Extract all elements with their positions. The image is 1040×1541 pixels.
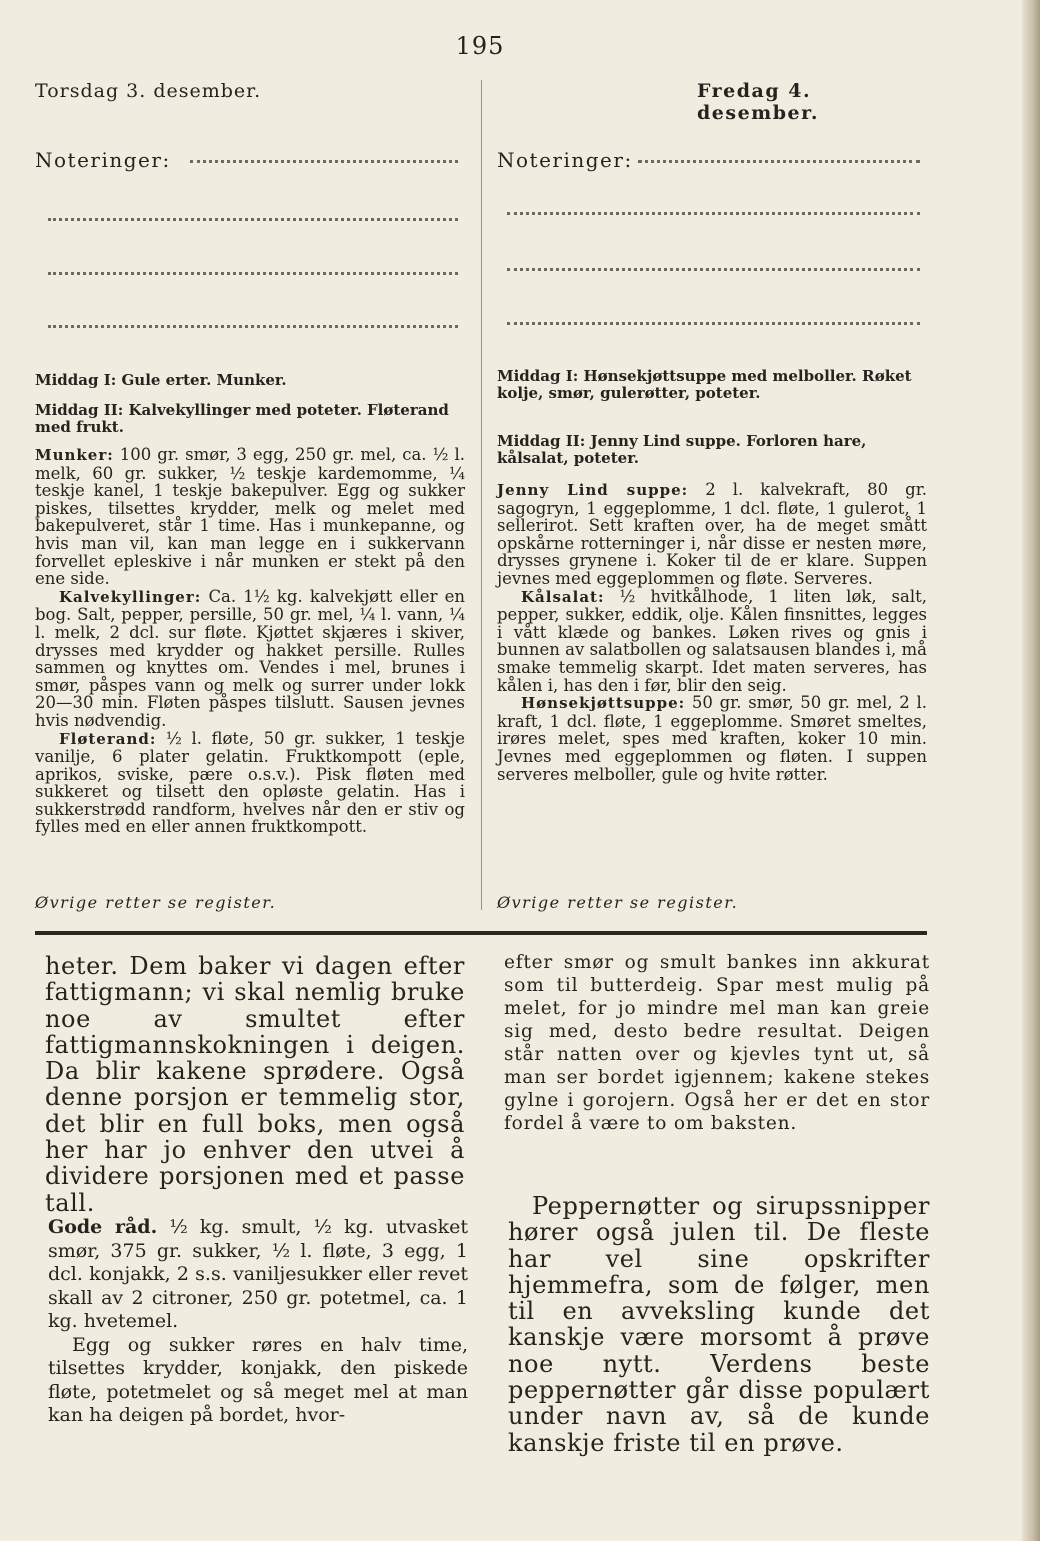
recipe-honsekjottsuppe xyxy=(497,694,927,783)
right-other-dishes: Øvrige retter se register. xyxy=(497,893,739,912)
left-notes-line-2 xyxy=(48,218,458,221)
left-notes-line-1 xyxy=(190,160,458,163)
gode-raad-title: Gode råd. xyxy=(48,1216,158,1238)
right-menu-2: Middag II: Jenny Lind suppe. Forloren hare, kålsalat, poteter. xyxy=(497,432,867,467)
right-notes-line-2 xyxy=(507,212,920,215)
page-number: 195 xyxy=(455,32,505,60)
right-menu-1: Middag I: Hønsekjøttsuppe med melboller. Røket kolje, smør, gulerøtter, poteter. xyxy=(497,367,912,402)
recipe-text: ½ hvitkålhode, 1 liten løk, salt, pepper, sukker, eddik, olje. Kålen finsnittes, legges i vått klæde og bankes. Løken rives og gnis i bunnen av salatbollen og salatsausen blandes i, må smake temmelig skarpt. Idet maten serveres, has kålen i, has den i før, blir den seig. xyxy=(497,586,927,695)
recipe-text: ½ l. fløte, 50 gr. sukker, 1 teskje vanilje, 6 plater gelatin. Fruktkompott (eple, aprikos, sviske, pære o.s.v.). Pisk fløten med sukkeret og tilsett den opløste gelatin. Has i sukkerstrødd randform, hvelves når den er stiv og fylles med en eller annen fruktkompott. xyxy=(35,728,465,837)
recipe-name: Fløterand: xyxy=(59,729,157,748)
recipe-kalsalat xyxy=(497,588,927,695)
recipe-name: Kålsalat: xyxy=(521,587,605,606)
left-recipes xyxy=(35,446,465,836)
column-divider xyxy=(481,80,482,910)
left-notes-line-3 xyxy=(48,272,458,275)
bottom-right-text-1: efter smør og smult bankes inn akkurat som til butterdeig. Spar mest mulig på melet, for jo mindre mel man kan greie sig med, desto bedre resultat. Deigen står natten over og kjevles tynt ut, så man ser bordet igjennem; kakene stekes gylne i gorojern. Også her er det en stor fordel å være to om baksten. xyxy=(504,952,930,1134)
gode-raad-method: Egg og sukker røres en halv time, tilsettes krydder, konjakk, den piskede fløte, potetmelet og så meget mel at man kan ha deigen på bordet, hvor- xyxy=(48,1333,468,1426)
bottom-left-text: heter. Dem baker vi dagen efter fattigmann; vi skal nemlig bruke noe av smultet efter fattigmannskokningen i deigen. Da blir kakene sprødere. Også denne porsjon er temmelig stor, det blir en full boks, men også her har jo enhver den utvei å dividere porsjonen med et passe tall. xyxy=(45,952,465,1217)
left-menu-1: Middag I: Gule erter. Munker. xyxy=(35,371,287,389)
left-other-dishes: Øvrige retter se register. xyxy=(35,893,277,912)
right-notes-line-1 xyxy=(638,160,920,163)
section-rule xyxy=(35,931,927,935)
page-edge xyxy=(1022,0,1040,1541)
left-notes-line-4 xyxy=(48,325,458,328)
recipe-munker xyxy=(35,446,465,588)
right-date: Fredag 4. desember. xyxy=(697,80,820,124)
recipe-name: Hønsekjøttsuppe: xyxy=(521,694,686,713)
recipe-name: Kalvekyllinger: xyxy=(59,587,202,606)
gode-raad xyxy=(48,1216,468,1428)
right-recipes xyxy=(497,481,927,783)
recipe-kalvekyllinger xyxy=(35,588,465,730)
recipe-name: Munker: xyxy=(35,446,114,464)
recipe-name: Jenny Lind suppe: xyxy=(497,481,689,499)
recipe-text: 2 l. kalvekraft, 80 gr. sagogryn, 1 eggeplomme, 1 dcl. fløte, 1 gulerot, 1 sellerirot. Sett kraften over, ha de meget smått opskårne rotterninger i, når disse er nesten møre, drysses grynene i. Koker til de er klare. Suppen jevnes med eggeplommen og fløte. Serveres. xyxy=(497,480,928,588)
right-notes-line-4 xyxy=(507,322,920,325)
recipe-text: Ca. 1½ kg. kalvekjøtt eller en bog. Salt, pepper, persille, 50 gr. mel, ¼ l. vann, ¼ l. melk, 2 dcl. sur fløte. Kjøttet skjæres i skiver, drysses med krydder og hakket persille. Rulles sammen og knyttes om. Vendes i mel, brunes i smør, påspes vann og melk og surrer under lokk 20—30 min. Fløten påspes tilslutt. Sausen jevnes hvis nødvendig. xyxy=(35,586,465,730)
left-notes-label: Noteringer: xyxy=(35,148,171,172)
left-menu-2: Middag II: Kalvekyllinger med poteter. Fløterand med frukt. xyxy=(35,401,449,436)
recipe-floterand xyxy=(35,730,465,837)
gode-raad-ingredients: ½ kg. smult, ½ kg. utvasket smør, 375 gr. sukker, ½ l. fløte, 3 egg, 1 dcl. konjakk, 2 s.s. vaniljesukker eller revet skall av 2 citroner, 250 gr. potetmel, ca. 1 kg. hvetemel. xyxy=(48,1216,468,1332)
recipe-jenny-lind xyxy=(497,481,927,588)
right-notes-label: Noteringer: xyxy=(497,148,633,172)
recipe-text: 100 gr. smør, 3 egg, 250 gr. mel, ca. ½ l. melk, 60 gr. sukker, ½ teskje kardemomme, ¼ teskje kanel, 1 teskje bakepulver. Egg og sukker piskes, tilsettes krydder, melk og melet med bakepulveret, står 1 time. Has i munkepanne, og hvis man vil, kan man legge en i sukkervann forvellet epleskive i når munken er stekt på den ene side. xyxy=(35,445,466,589)
recipe-text: 50 gr. smør, 50 gr. mel, 2 l. kraft, 1 dcl. fløte, 1 eggeplomme. Smøret smeltes, irøres melet, spes med kraften, koker 10 min. Jevnes med eggeplommen og fløten. I suppen serveres melboller, gule og hvite røtter. xyxy=(497,693,927,784)
right-notes-line-3 xyxy=(507,268,920,271)
left-date: Torsdag 3. desember. xyxy=(35,80,262,102)
bottom-right-text-2: Peppernøtter og sirupssnipper hører også julen til. De fleste har vel sine opskrifter hjemmefra, som de følger, men til en avveksling kunde det kanskje være morsomt å prøve noe nytt. Verdens beste peppernøtter går disse populært under navn av, så de kunde kanskje friste til en prøve. xyxy=(508,1192,930,1457)
